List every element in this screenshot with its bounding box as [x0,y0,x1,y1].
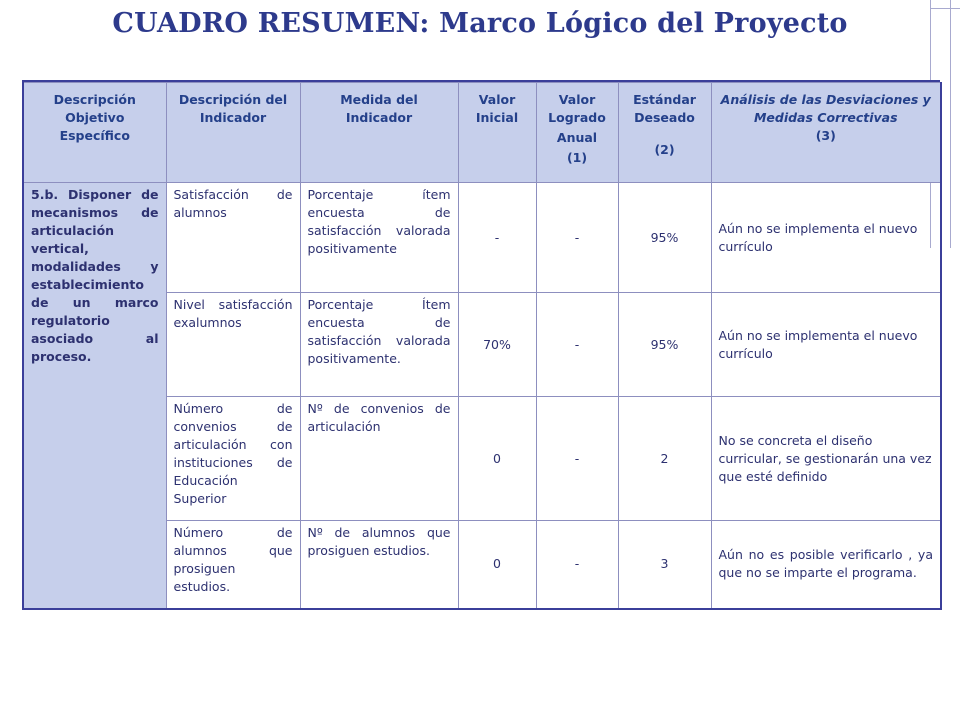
header-indicator: Descripción del Indicador [166,83,300,183]
target-cell: 95% [618,293,711,397]
initial-value-cell: 70% [458,293,536,397]
table-row [23,183,941,293]
header-analysis: Análisis de las Desviaciones y Medidas Correctivas (3) [711,83,941,183]
page-title: CUADRO RESUMEN: Marco Lógico del Proyecto [112,8,848,39]
header-initial-value: Valor Inicial [458,83,536,183]
initial-value-cell: - [458,183,536,293]
table-header-row [23,83,941,183]
analysis-cell: Aún no es posible verificarlo , ya que no se imparte el programa. [711,521,941,609]
header-target: Estándar Deseado (2) [618,83,711,183]
initial-value-cell: 0 [458,521,536,609]
measure-cell: Nº de alumnos que prosiguen estudios. [300,521,458,609]
header-measure: Medida del Indicador [300,83,458,183]
target-cell: 2 [618,397,711,521]
analysis-cell: No se concreta el diseño curricular, se gestionarán una vez que esté definido [711,397,941,521]
indicator-cell: Satisfacción de alumnos [166,183,300,293]
decorative-line [930,8,960,9]
indicator-cell: Número de alumnos que prosiguen estudios. [166,521,300,609]
analysis-cell: Aún no se implementa el nuevo currículo [711,293,941,397]
header-objective: Descripción Objetivo Específico [23,83,166,183]
achieved-value-cell: - [536,397,618,521]
header-achieved-value: Valor Logrado Anual (1) [536,83,618,183]
achieved-value-cell: - [536,521,618,609]
target-cell: 95% [618,183,711,293]
measure-cell: Porcentaje Ítem encuesta de satisfacción valorada positivamente. [300,293,458,397]
achieved-value-cell: - [536,183,618,293]
measure-cell: Porcentaje ítem encuesta de satisfacción valorada positivamente [300,183,458,293]
target-cell: 3 [618,521,711,609]
logical-framework-table [22,82,942,610]
analysis-cell: Aún no se implementa el nuevo currículo [711,183,941,293]
measure-cell: Nº de convenios de articulación [300,397,458,521]
objective-cell: 5.b. Disponer de mecanismos de articulación vertical, modalidades y establecimiento de un marco regulatorio asociado al proceso. [23,183,166,609]
decorative-line [950,0,951,248]
indicator-cell: Número de convenios de articulación con instituciones de Educación Superior [166,397,300,521]
achieved-value-cell: - [536,293,618,397]
initial-value-cell: 0 [458,397,536,521]
indicator-cell: Nivel satisfacción exalumnos [166,293,300,397]
